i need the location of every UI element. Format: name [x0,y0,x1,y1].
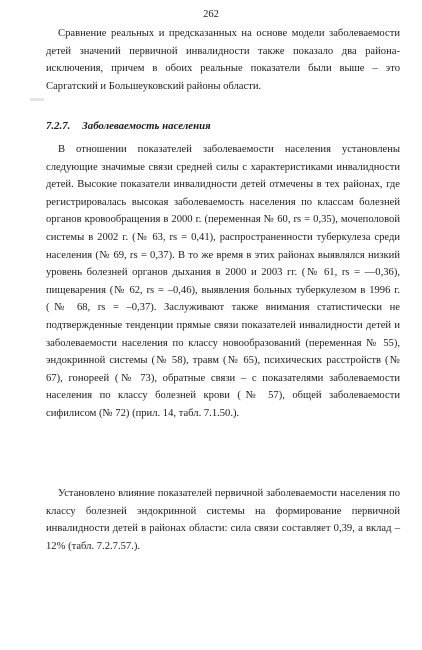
paragraph-morbidity-correlations: В отношении показателей заболеваемости населения установлены следующие значимые связи средней силы с характеристиками инвалидности детей. Высокие показатели инвалидности детей отмечены в тех районах, где регистрировалась высокая заболеваемость населения по классам болезней органов кровообращения в 2000 г. (переменная № 60, rs = 0,35), мочеполовой системы в 2002 г. (№ 63, rs = 0,41), распространенности туберкулеза среди населения (№ 69, rs = 0,37). В то же время в этих районах выявлялся низкий уровень болезней органов дыхания в 2000 и 2003 гг. (№ 61, rs = —0,36), пищеварения (№ 62, rs = –0,46), выявления больных туберкулезом в 1996 г. (№ 68, rs = –0,37). Заслуживают также внимания статистически не подтвержденные тенденции прямые связи показателей инвалидности детей и заболеваемости населения по классу новообразований (переменная № 55), эндокринной системы (№ 58), травм (№ 65), психических расстройств (№ 67), гонореей (№ 73), обратные связи – с показателями заболеваемости населения по классу болезней крови (№ 57), общей заболеваемости сифилисом (№ 72) (прил. 14, табл. 7.1.50.). [46,144,400,419]
section-number: 7.2.7. [46,120,71,132]
paragraph-districts-comparison: Сравнение реальных и предсказанных на основе модели заболеваемости детей значений первичной инвалидности также показало два района-исключения, причем в обоих реальные показатели были выше – это Саргатский и Большеуковский районы области. [46,28,400,92]
scan-mark [30,98,44,101]
section-title: Заболеваемость населения [82,120,211,132]
paragraph-endocrine-influence: Установлено влияние показателей первичной заболеваемости населения по классу болезней эндокринной системы на формирование первичной инвалидности детей в районах области: сила связи составляет 0,39, а вклад – 12% (табл. 7.2.7.57.). [46,488,400,552]
page-number: 262 [203,9,219,20]
section-heading [46,120,211,132]
